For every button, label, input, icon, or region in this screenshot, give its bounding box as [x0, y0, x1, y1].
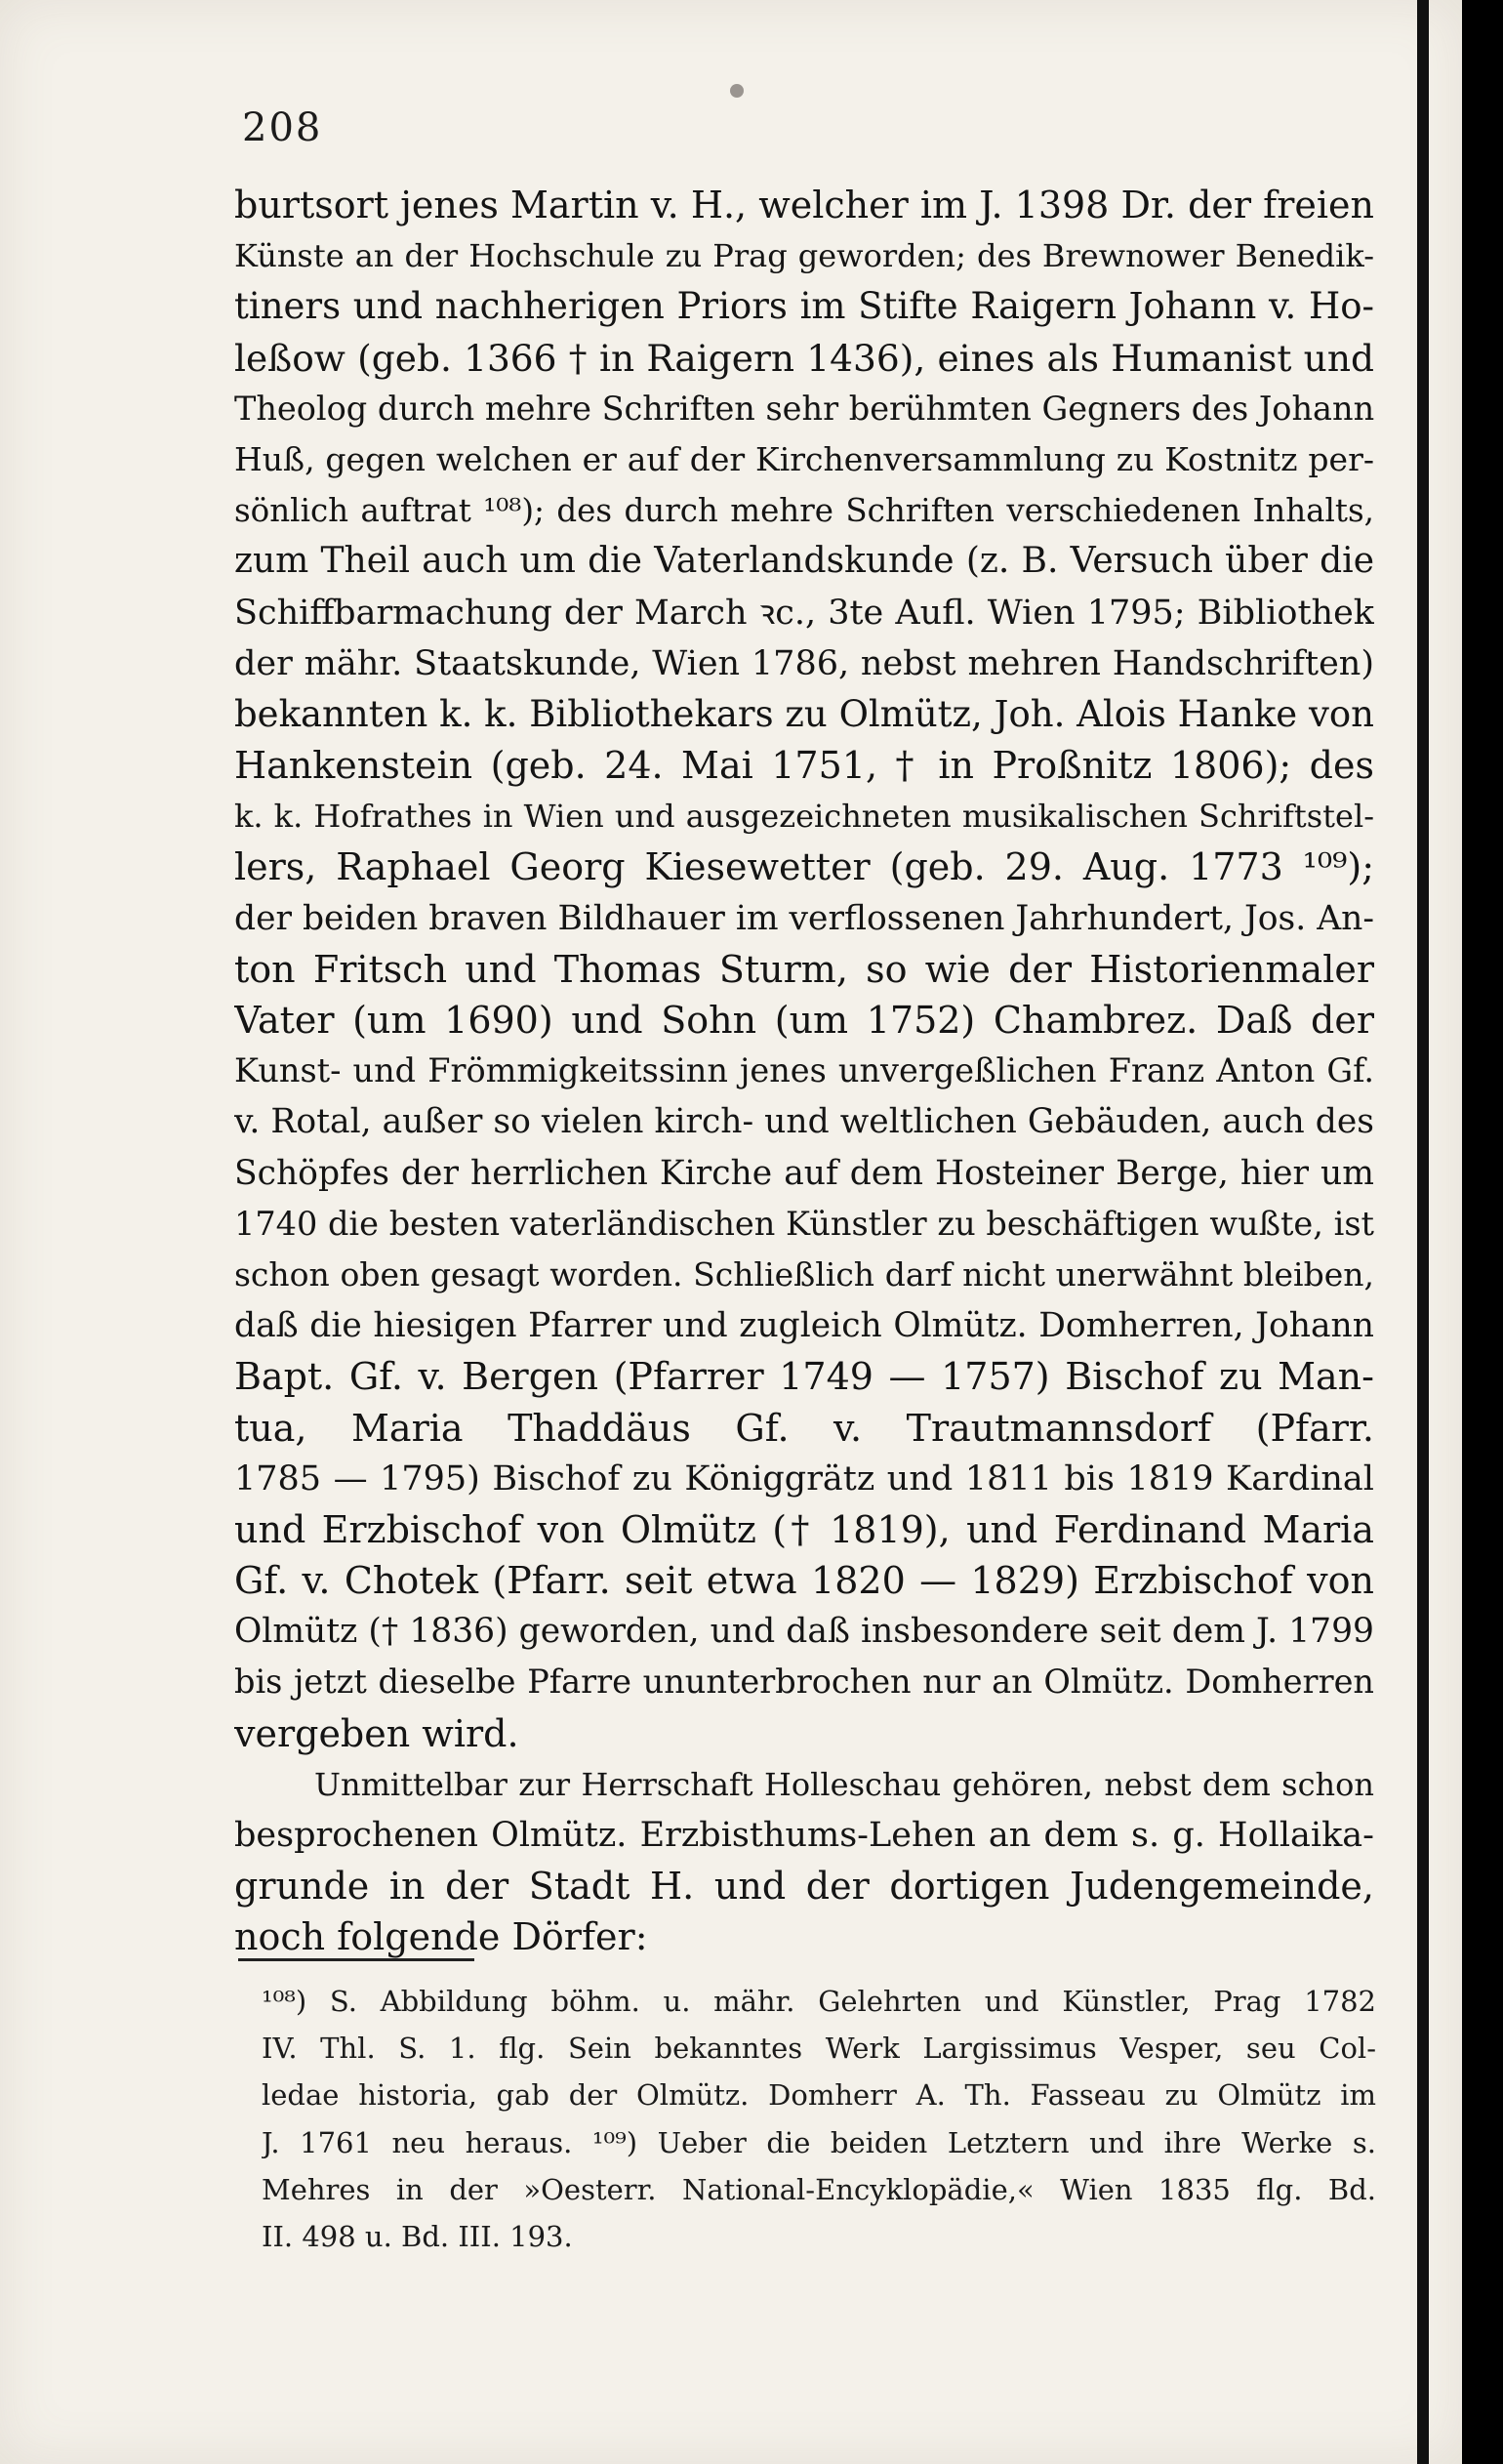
text-line: grunde in der Stadt H. und der dortigen Judengemeinde,	[234, 1865, 1374, 1909]
text-line: der beiden braven Bildhauer im verflossenen Jahrhundert, Jos. An-	[234, 898, 1374, 938]
footnote-line: J. 1761 neu heraus. ¹⁰⁹) Ueber die beiden Letztern und ihre Werke s.	[262, 2125, 1376, 2159]
text-line-paragraph-end: vergeben wird.	[234, 1711, 519, 1755]
text-line: v. Rotal, außer so vielen kirch- und weltlichen Gebäuden, auch des	[234, 1102, 1374, 1142]
footnote-line: ¹⁰⁸) S. Abbildung böhm. u. mähr. Gelehrten und Künstler, Prag 1782	[262, 1985, 1376, 2018]
text-line: zum Theil auch um die Vaterlandskunde (z. B. Versuch über die	[234, 541, 1374, 582]
text-line: burtsort jenes Martin v. H., welcher im J. 1398 Dr. der freien	[234, 184, 1374, 226]
text-line: k. k. Hofrathes in Wien und ausgezeichneten musikalischen Schriftstel-	[234, 798, 1374, 836]
text-line: leßow (geb. 1366 † in Raigern 1436), eines als Humanist und	[234, 336, 1374, 380]
paper-speck	[730, 84, 744, 98]
text-line: 1740 die besten vaterländischen Künstler zu beschäftigen wußte, ist	[234, 1204, 1374, 1243]
text-line: tua, Maria Thaddäus Gf. v. Trautmannsdorf (Pfarr.	[234, 1406, 1374, 1450]
text-line: Olmütz († 1836) geworden, und daß insbesondere seit dem J. 1799	[234, 1612, 1374, 1652]
body-text	[234, 180, 1374, 1963]
text-line: Hankenstein (geb. 24. Mai 1751, † in Proßnitz 1806); des	[234, 744, 1374, 788]
text-line: Kunst- und Frömmigkeitssinn jenes unvergeßlichen Franz Anton Gf.	[234, 1051, 1374, 1090]
page-number: 208	[242, 105, 323, 150]
text-line: sönlich auftrat ¹⁰⁸); des durch mehre Schriften verschiedenen Inhalts,	[234, 492, 1374, 530]
text-line: Theolog durch mehre Schriften sehr berühmten Gegners des Johann	[234, 389, 1374, 428]
text-line: Huß, gegen welchen er auf der Kirchenversammlung zu Kostnitz per-	[234, 439, 1374, 478]
text-line: schon oben gesagt worden. Schließlich darf nicht unerwähnt bleiben,	[234, 1254, 1374, 1294]
text-line: Schiffbarmachung der March ꝛc., 3te Aufl. Wien 1795; Bibliothek	[234, 593, 1374, 633]
text-line: der mähr. Staatskunde, Wien 1786, nebst mehren Handschriften)	[234, 643, 1374, 683]
footnote-line: ledae historia, gab der Olmütz. Domherr A. Th. Fasseau zu Olmütz im	[262, 2078, 1376, 2113]
text-line-paragraph-start: Unmittelbar zur Herrschaft Holleschau gehören, nebst dem schon	[314, 1765, 1374, 1803]
text-line: tiners und nachherigen Priors im Stifte Raigern Johann v. Ho-	[234, 285, 1374, 328]
text-line: Bapt. Gf. v. Bergen (Pfarrer 1749 — 1757) Bischof zu Man-	[234, 1355, 1374, 1399]
text-line: Gf. v. Chotek (Pfarr. seit etwa 1820 — 1829) Erzbischof von	[234, 1559, 1374, 1603]
text-line: besprochenen Olmütz. Erzbisthums-Lehen an dem s. g. Hollaika-	[234, 1816, 1374, 1855]
footnotes	[262, 1978, 1376, 2260]
text-line: Schöpfes der herrlichen Kirche auf dem Hosteiner Berge, hier um	[234, 1153, 1374, 1193]
footnote-line: II. 498 u. Bd. III. 193.	[262, 2219, 573, 2253]
footnote-line: Mehres in der »Oesterr. National-Encyklopädie,« Wien 1835 flg. Bd.	[262, 2172, 1376, 2206]
footnote-divider	[238, 1958, 474, 1961]
text-line-paragraph-end: noch folgende Dörfer:	[234, 1915, 648, 1959]
scan-border	[1462, 0, 1503, 2464]
text-line: Künste an der Hochschule zu Prag geworden; des Brewnower Benedik-	[234, 237, 1374, 275]
text-line: daß die hiesigen Pfarrer und zugleich Olmütz. Domherren, Johann	[234, 1306, 1374, 1346]
text-line: und Erzbischof von Olmütz († 1819), und Ferdinand Maria	[234, 1507, 1374, 1551]
text-line: bekannten k. k. Bibliothekars zu Olmütz, Joh. Alois Hanke von	[234, 692, 1374, 735]
text-line: 1785 — 1795) Bischof zu Königgrätz und 1811 bis 1819 Kardinal	[234, 1458, 1374, 1499]
text-line: Vater (um 1690) und Sohn (um 1752) Chambrez. Daß der	[234, 999, 1374, 1042]
footnote-line: IV. Thl. S. 1. flg. Sein bekanntes Werk Largissimus Vesper, seu Col-	[262, 2032, 1376, 2066]
text-line: bis jetzt dieselbe Pfarre ununterbrochen nur an Olmütz. Domherren	[234, 1663, 1374, 1702]
text-line: lers, Raphael Georg Kiesewetter (geb. 29. Aug. 1773 ¹⁰⁹);	[234, 845, 1374, 889]
text-line: ton Fritsch und Thomas Sturm, so wie der Historienmaler	[234, 947, 1374, 991]
page-edge-line	[1417, 0, 1429, 2464]
